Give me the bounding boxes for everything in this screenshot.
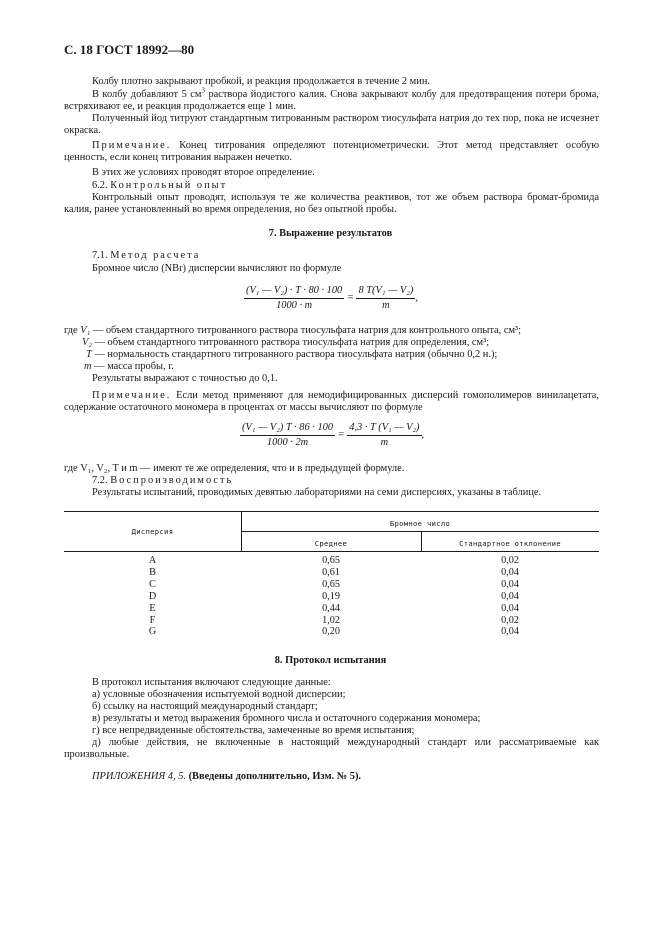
table-header-rule bbox=[64, 551, 599, 552]
definition-v2: V₂ — объем стандартного титрованного раствора тиосульфата натрия для определения, см³; bbox=[82, 337, 490, 348]
table-header-bromine: Бромное число bbox=[389, 519, 451, 528]
table-cell-dispersion: F bbox=[149, 614, 156, 626]
paragraph: Бромное число (NBr) дисперсии вычисляют по формуле bbox=[92, 263, 342, 274]
formula-residual-monomer: $\frac{\text{(V₁ — V₂) T · 86 · 100}}{1000 \cdot 2m}$ = $\frac{\text{4,3 · T (V₁ — V₂)}}{m}$ , bbox=[242, 422, 425, 449]
table-cell-mean: 0,44 bbox=[322, 602, 340, 614]
table-cell-dispersion: D bbox=[148, 590, 157, 602]
table-cell-mean: 0,20 bbox=[322, 626, 340, 638]
table-cell-dispersion: G bbox=[148, 626, 157, 638]
table-header-mean: Среднее bbox=[314, 539, 348, 548]
table-cell-dispersion: A bbox=[148, 555, 157, 566]
list-item: в) результаты и метод выражения бромного числа и остаточного содержания мономера; bbox=[92, 713, 481, 724]
table-header-std: Стандартное отклонение bbox=[459, 539, 561, 548]
table-mid-rule bbox=[241, 531, 599, 532]
paragraph: Результаты испытаний, проводимых девятью лабораториями на семи дисперсиях, указаны в таблице. bbox=[92, 487, 542, 498]
table-cell-std: 0,04 bbox=[501, 590, 519, 602]
table-cell-std: 0,02 bbox=[501, 555, 519, 566]
paragraph: Результаты выражают с точностью до 0,1. bbox=[92, 373, 278, 384]
paragraph: где V₁, V₂, T и m — имеют те же определения, что и в предыдущей формуле. bbox=[64, 463, 405, 474]
formula-bromine-number: $\frac{\text{(V₁ — V₂) · T · 80 · 100}}{1000 \cdot m}$ = $\frac{\text{8 T(V₁ — V₂)}}{m}$ , bbox=[246, 285, 418, 312]
paragraph: Колбу плотно закрывают пробкой, и реакция продолжается в течение 2 мин. bbox=[92, 76, 430, 87]
section-heading: 8. Протокол испытания bbox=[274, 655, 387, 666]
table-cell-mean: 0,61 bbox=[322, 566, 340, 578]
paragraph: В этих же условиях проводят второе определение. bbox=[92, 167, 315, 178]
paragraph: В протокол испытания включают следующие данные: bbox=[92, 677, 331, 688]
list-item: б) ссылку на настоящий международный стандарт; bbox=[92, 701, 318, 712]
section-title: 7.1. Метод расчета bbox=[92, 250, 201, 261]
table-cell-std: 0,04 bbox=[501, 626, 519, 638]
table-cell-dispersion: E bbox=[149, 602, 156, 614]
note: Примечание. Если метод применяют для немодифицированных дисперсий гомополимеров винилацетата, содержание остаточного мономера в процентах от массы вычисляют по формуле bbox=[64, 390, 599, 414]
section-title: 6.2. Контрольный опыт bbox=[92, 180, 228, 191]
table-cell-dispersion: C bbox=[149, 578, 156, 590]
table-header-dispersion: Дисперсия bbox=[131, 527, 174, 536]
paragraph: Полученный йод титруют стандартным титрованным раствором тиосульфата натрия до тех пор, пока не исчезнет окраска. bbox=[64, 113, 599, 137]
list-item: г) все непредвиденные обстоятельства, замеченные во время испытания; bbox=[92, 725, 415, 736]
list-item: д) любые действия, не включенные в настоящий международный стандарт или рассматриваемые как произвольные. bbox=[64, 737, 599, 761]
note: Примечание. Конец титрования определяют потенциометрически. Этот метод представляет особую ценность, если конец титрования выражен нечетко. bbox=[64, 140, 599, 164]
definition-m: m — масса пробы, г. bbox=[84, 361, 174, 372]
table-cell-std: 0,04 bbox=[501, 602, 519, 614]
paragraph: В колбу добавляют 5 $см^3$ раствора йодистого калия. Снова закрывают колбу для предотвращения потери брома, встряхивают ее, и реакция продолжается еще 1 мин. bbox=[64, 86, 599, 113]
section-title: 7.2. Воспроизводимость bbox=[92, 475, 234, 486]
paragraph: Контрольный опыт проводят, используя те же количества реактивов, тот же объем раствора бромат-бромида калия, ранее установленный во время определения, но без опытной пробы. bbox=[64, 192, 599, 216]
definition-t: T — нормальность стандартного титрованного раствора тиосульфата натрия (обычно 0,2 н.); bbox=[86, 349, 498, 360]
amendment-note: ПРИЛОЖЕНИЯ 4, 5. (Введены дополнительно, Изм. № 5). bbox=[92, 771, 362, 782]
table-cell-std: 0,04 bbox=[501, 578, 519, 590]
table-cell-mean: 1,02 bbox=[322, 614, 340, 626]
table-cell-dispersion: B bbox=[149, 566, 156, 578]
table-cell-mean: 0,65 bbox=[322, 578, 340, 590]
section-heading: 7. Выражение результатов bbox=[268, 228, 393, 239]
table-cell-mean: 0,19 bbox=[322, 590, 340, 602]
definition-v1: где V₁ — объем стандартного титрованного раствора тиосульфата натрия для контрольного опыта, см³; bbox=[64, 325, 522, 336]
table-cell-std: 0,04 bbox=[501, 566, 519, 578]
page-header: С. 18 ГОСТ 18992—80 bbox=[64, 42, 195, 57]
list-item: а) условные обозначения испытуемой водной дисперсии; bbox=[92, 689, 346, 700]
table-cell-mean: 0,65 bbox=[322, 555, 340, 566]
table-top-rule bbox=[64, 511, 599, 512]
table-cell-std: 0,02 bbox=[501, 614, 519, 626]
